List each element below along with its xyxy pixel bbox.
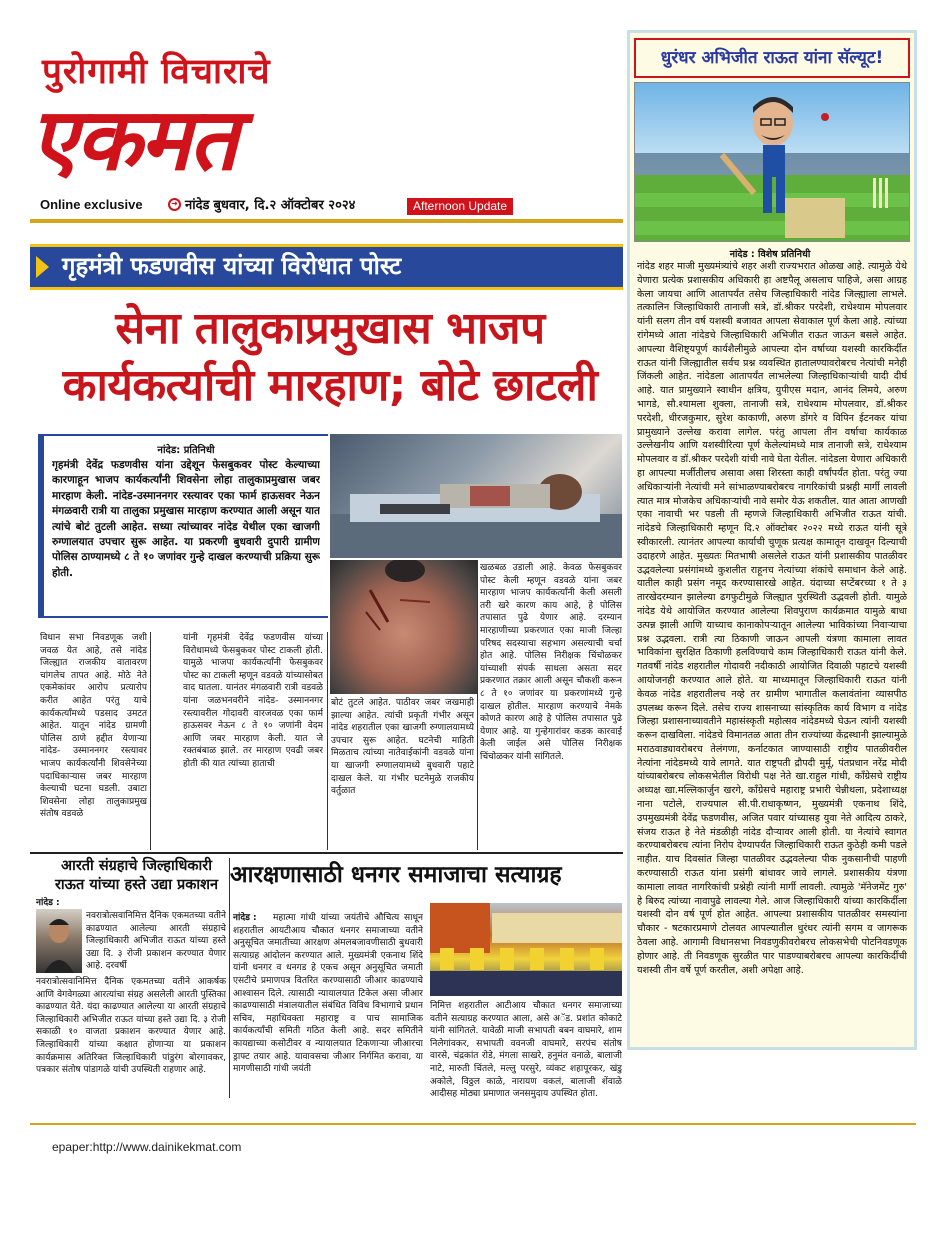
lead-byline: नांदेड: प्रतिनिधी <box>157 445 215 456</box>
main-column-1: विधान सभा निवडणूक जशी जवळ येत आहे, तसे नांदेड जिल्ह्यात राजकीय वातावरण चांगलेच तापत आहे. मोठे नेते एकमेकांवर आरोप प्रत्यारोप करीत आहेत परंतु याचे कार्यकर्त्यांमध्ये पडसाद उमटत आहेत. यातून नांदेड ग्रामणी पोलिस ठाणे हद्दीत येणाऱ्या नांदेड- उस्माननगर रस्त्यावर भाजप कार्यकर्त्यांनी शिवसेनेच्या पदाधिकाऱ्यास जबर मारहाण केल्याची घटना घडली. उबाटा शिवसेना लोहा तालुकाप्रमुख संतोष वडवळे <box>40 633 147 820</box>
lead-box <box>38 434 328 618</box>
aarti-byline: नांदेड : <box>36 898 60 908</box>
main-column-2: यांनी गृहमंत्री देवेंद्र फडणवीस यांच्या विरोधामध्ये फेसबुकवर पोस्ट टाकली होती. यामुळे भाजपा कार्यकर्त्यांनी फेसबुकवर पोस्ट का टाकली म्हणून वडवळे यांच्यासोबत वाद घातला. यानंतर मंगळवारी रात्री वडवळे यांना जळभनवरीने नांदेड- उस्माननगर रस्त्यावरील गोदावरी वारजवळ एका फार्म हाऊसवर नेऊन ८ ते १० जणांनी वेदम आणि जबर मारहाण केली. यात जे रक्तबंबाळ झाले. तर मारहाण एवढी जबर होती की यात त्यांच्या हाताची <box>183 633 323 769</box>
dhangar-headline: आरक्षणासाठी धनगर समाजाचा सत्याग्रह <box>230 862 562 888</box>
kicker-text: गृहमंत्री फडणवीस यांच्या विरोधात पोस्ट <box>62 252 402 280</box>
feature-byline: नांदेड : विशेष प्रतिनिधी <box>729 249 811 260</box>
footer-rule <box>30 1123 916 1125</box>
online-exclusive-label: Online exclusive <box>40 197 143 212</box>
dhangar-byline: नांदेड : <box>233 913 257 923</box>
column-divider <box>477 560 478 850</box>
masthead-rule <box>30 219 623 223</box>
headline-line-2: कार्यकर्त्याची मारहाण; बोटे छाटली <box>62 360 598 411</box>
cricket-cartoon-image <box>635 83 910 242</box>
aarti-text-top: नवरात्रोत्सवानिमित्त दैनिक एकमतच्या वतीने काढण्यात आलेल्या आरती संग्रहाचे जिल्हाधिकारी अभिजीत राऊत यांच्या हस्ते उद्या दि. ३ रोजी प्रकाशन करण्यात येणार आहे. दरवर्षी <box>86 911 226 972</box>
column-divider <box>150 632 151 850</box>
triangle-bullet-icon <box>36 256 49 278</box>
injury-back-photo <box>330 560 477 694</box>
cartoon-illustration <box>634 82 910 242</box>
dhangar-column-2: निमित्त शहरातील आटीआय चौकात धनगर समाजाच्या वतीने सत्याग्रह करण्यात आला, असे अॅड. प्रशांत कोकाटे यांनी सांगितले. यावेळी माजी सभापती बबन वाघमारे, शाम निलेगांवकर, सभापती ववनजी वाघमारे, सरपंच संतोष वारसे, चंद्रकांत रोडे, मंगला साखरे, हनुमंत वनाळे, बालाजी नाटे, मारुती चिंतले, मल्लु परसुरे, व्यंकट शहापूरकर, खंडु अकोले, विठ्ठल काळे, नारायण वकलं, बालाजी शेंवाळे आदीसह मोठ्या प्रमाणात जनसमुदाय उपस्थित होता. <box>430 1001 622 1100</box>
lead-paragraph: गृहमंत्री देवेंद्र फडणवीस यांना उद्देशून फेसबुकवर पोस्ट केल्याच्या कारणाहून भाजप कार्यकर्त्यांनी शिवसेना लोहा तालुकाप्रमुखास जबर मारहाण केली. नांदेड-उस्माननगर रस्त्यावर एका फार्म हाऊसवर नेऊन मंगळवारी रात्री या तालुका प्रमुखास मारहाण करण्यात आली असून यात त्यांचे बोटं तुटली आहेत. सध्या त्यांच्यावर नांदेड येथील एका खाजगी रुग्णालयात उपचार सुरू आहेत. या प्रकरणी बुधवारी दुपारी ग्रामीण पोलिस ठाण्यामध्ये ८ ते १० जणांवर गुन्हे दाखल करण्याची प्रक्रिया सुरू होती. <box>52 459 320 579</box>
aarti-headline <box>30 857 243 895</box>
cartoon-title: धुरंधर अभिजीत राऊत यांना सॅल्यूट! <box>634 38 910 78</box>
epaper-link[interactable]: epaper:http://www.dainikekmat.com <box>52 1140 242 1154</box>
feature-body: नांदेड शहर माजी मुख्यमंत्र्यांचे शहर अशी राज्यभरात ओळख आहे. त्यामुळे येथे येणारा प्रत्येक प्रशासकीय अधिकारी हा अष्टपैलू असलाच पाहिजे, असा आग्रह केला जायचा आणि आतापर्यंत तसेच जिल्हाधिकारी नांदेड जिल्ह्याला लाभले. तत्कालिन जिल्हाधिकारी तानाजी सत्रे, डॉ.श्रीकर परदेशी, राधेश्याम मोपलवार यांनी सलग तीन वर्ष यशस्वी बजावत आपला सेवाकाल पूर्ण केला आहे. त्यांच्या रांगेमध्ये आता नांदेडचे जिल्हाधिकारी अभिजीत राऊत जाऊन बसले आहेत. आपल्या वैशिष्ट्यपूर्ण कार्यशैलीमुळे आपल्या दोन वर्षाच्या यशस्वी कारकिर्दीत राऊत यांनी जिल्ह्यातील सर्वच प्रश्न व्यवस्थित हातालण्यावरोबरच नेत्यांची मनेही जिंकली आहेत. नांदेडला आतापर्यंत लाभलेल्या जिल्हाधिकाऱ्यांची यादी दीर्घ आहे. यात प्रामुख्याने स्वाधीन क्षत्रिय, युपीएस मदान, आनंद लिमये, अरुण भागडे, सौ.श्यामला शुक्ला, तानाजी सत्रे, राधेश्याम मोपलवार, डॉ.श्रीकर परदेशी, धीरजकुमार, सुरेश काकाणी, अरुण डोंगरे व विपिन ईटनकर यांचा प्रामुख्याने उल्लेख करावा लागेल. परंतु आपला तीन वर्षाचा कार्यकाळ उल्लेखनीय आणि यशस्वीरित्या पूर्ण केलेल्यांमध्ये मात्र तानाजी सत्रे, राधेश्याम मोपलवार व डॉ.श्रीकर परदेशी यांची नावे घेता येतील. नांदेडला येणारा अधिकारी हा आपल्या मर्जीतीलच असावा असा शिरस्ता काही वर्षांपर्यंत होता. परंतु ज्या अधिकाऱ्यांनी नेत्यांची मने सांभाळण्याबरोबरच नागरिकांची प्रश्नही मार्गी लावली त्यात मात्र मोजकेच अधिकाऱ्यांची नावे समोर येऊ शकतील. यात आता आणखी एका नावाची भर पडली ती म्हणजे जिल्हाधिकारी अभिजीत राऊत यांची. नांदेडचे जिल्हाधिकारी म्हणून दि.२ ऑक्टोबर २०२२ मध्ये राऊत यांनी सूत्रे स्वीकारली. त्यानंतर आपल्या कार्याची चुणूक प्रत्यक्ष कामातून दाखवून दिल्याची उदाहरणे आहेत. मुख्यतः मितभाषी असलेले राऊत यांनी प्रशासकीय पातळीवर उद्भवलेल्या प्रसंगांमध्ये कुशलीत राहूनच नेत्यांच्या शंकांचे समाधान केले आहे. यातील काही प्रसंग नमूद करण्यासारखे आहेत. यंदाच्या सप्टेंबरच्या १ ते ३ तारखेदरम्यान झालेल्या ढगफुटीमुळे जिल्ह्यात पुरस्थिती उद्भवली होती. यामुळे नांदेड येथे आयोजित करण्यात आलेल्या शिवपुराण कार्यक्रमात यामुळे बाधा उत्पन्न झाली आणि याच्याच कानाकोपऱ्यातून आलेल्या भाविकांच्या निवाऱ्याचा प्रश्न उद्भवला. रात्री त्या ठिकाणी जाऊन आपली यंत्रणा कामाला लावत भाविकांना सुरक्षित ठिकाणी हलविण्याचे काम जिल्हाधिकारी राऊत यांनी केले. गतवर्षी नांदेड शहरातील गोदावरी नदीकाठी आयोजित दिवाळी पहाटचे यशस्वी आयोजनही करण्यात आले होते. या माध्यमातून जिल्हाधिकारी राऊत यांनी केवळ नांदेड शहरातीलच नव्हे तर ग्रामीण भागातील कलावंतांना व्यासपीठ उपलब्ध करून दिले. तसेच राज्य शासनाच्या सांस्कृतिक कार्य विभाग व नांदेड जिल्हा प्रशासनाच्यावतीने महासंस्कृती महोत्सव नांदेडमध्ये घेऊन त्यांनी यशस्वी करून दाखविला. नांदेडचे विमानतळ आता तीन राज्यांच्या केंद्रस्थानी झाल्यामुळे मराठवाड्यावरोबरच तेलंगणा, कर्नाटकात जाण्यासाठी राष्ट्रीय पातळीवरील नेत्यांना नांदेडमध्ये यावे लागते. यात राष्ट्रपती द्रौपदी मुर्मू, पंतप्रधान नरेंद्र मोदी यांच्याबरोबरच लोकसभेतील विरोधी पक्ष नेते खा.राहुल गांधी, काँग्रेसचे राष्ट्रीय अध्यक्ष खा.मल्लिकार्जुन खरगे, काँग्रेसचे महाराष्ट्र प्रभारी चेन्नीथला, प्रदेशाध्यक्ष नाना पटोले, राज्यपाल सी.पी.राधाकृष्णन, मुख्यमंत्री एकनाथ शिंदे, उपमुख्यमंत्री देवेंद्र फडणवीस, अजित पवार यांच्यासह युवा नेते आदित्य ठाकरे, संजय राऊत हे नेते मंडळीही नांदेड दौऱ्यावर आली होती. या नेत्यांचे स्वागत करण्याबरोबरच त्यांना निरोप देण्यापर्यंत जिल्हाधिकारी राऊत कुठेही कमी पडले नाहीत. याच दिवसांत जिल्हा पातळीवर उद्भवलेल्या पीक नुकसानीची पाहणी करण्यासाठी राऊत यांना प्रसंगी बांधावर जावे लागले. प्रशासकीय यंत्रणा कामाला लावत नागरिकांची प्रश्नेही त्यांनी मार्गी लावली. त्यामुळे 'मॅनेजमेंट गुरु' हे बिरुद त्यांच्या नावापुढे लावल्या गेले. आज जिल्हाधिकारी यांच्या कारकिर्दीला यशस्वी दोन वर्ष पूर्ण होत आहेत. आपल्या प्रशासकीय पातळीवर समस्यांना चौकार - षटकारप्रमाणे टोलवत आपल्यातील धुरंधर त्यांनी सगम व जागरूक ठेवला आहे. आगामी विधानसभा निवडणुकीवरोबरच लोकसभेची पोटनिवडणूक होणार आहे. ती निवडणूक सुरळीत पार पाडण्याबरोबरच आपल्या कारकिर्दीची यशस्वी तीन वर्षे पूर्ण करतील, अशी अपेक्षा आहे. <box>637 261 907 976</box>
dateline <box>168 195 355 213</box>
dhangar-column-1: महात्मा गांधी यांच्या जयंतीचे औचित्य साधून शहरातील आयटीआय चौकात धनगर समाजाच्या वतीने अनुसूचित जमातीच्या आरक्षण अंमलबजावणीसाठी बुधवारी सत्याग्रह आंदोलन करण्यात आले. मुख्यमंत्री एकनाथ शिंदे यांनी धनगर व धनगड हे एकच असून अनुसूचित जमाती एसटीचे प्रमाणपत्र वितरित करण्यासाठी जीआर काढण्याचे आश्वासन दिले. त्यासाठी न्यायालयात टिकेल असा जीआर काढण्यासाठी मंत्रालयातील संबंधित विविध विभागाचे प्रधान सचिव, महाधिवक्ता महाराष्ट्र व पाच सामाजिक कार्यकर्त्यांची समिती गठित केली आहे. सदर समितीने कायद्याच्या कसोटीवर व न्यायालयात टिकणाऱ्या जीआरचा ड्राफ्ट तयार आहे. यावावसचा जीआर निर्गमित करावा, या मागणीसाठी गांधी जयंती <box>233 913 423 1075</box>
section-divider <box>30 852 623 854</box>
protest-photo <box>430 903 622 996</box>
aarti-headline-line-2: राऊत यांच्या हस्ते उद्या प्रकाशन <box>54 877 219 893</box>
edition-badge: Afternoon Update <box>407 198 513 215</box>
main-column-3: बोटं तुटले आहेत. पाठीवर जबर जखमाही झाल्या आहेत. त्यांची प्रकृती गंभीर असून नांदेड शहरातील एका खाजगी रुग्णालयामध्ये उपचार सुरू आहेत. घटनेची माहिती मिळताच त्यांच्या नातेवाईकांनी वडवळे यांना या खाजगी रुग्णालयामध्ये बुधवारी पहाटे दाखल केले. या गंभीर घटनेमुळे राजकीय वर्तुळात <box>331 698 474 797</box>
main-headline <box>30 300 630 414</box>
aarti-text-bottom: नवरात्रोत्सवानिमित्त दैनिक एकमतच्या वतीने आकर्षक आणि वेगवेगळ्या आरत्यांचा संग्रह असलेली आरती पुस्तिका काढण्यात येते. यंदा काढण्यात आलेल्या या आरती संग्रहाचे जिल्हाधिकारी अभिजीत राऊत यांच्या हस्ते उद्या दि. ३ रोजी सकाळी १० वाजता प्रकाशन करण्यात येणार आहे. जिल्हाधिकारी यांच्या कक्षात होणाऱ्या या प्रकाशन कार्यक्रमास अतिरिक्त जिल्हाधिकारी पांडुरंग बोरगावकर, पत्रकार संतोष पांडागळे यांची उपस्थिती राहणार आहे. <box>36 977 226 1076</box>
masthead-logo: एकमत <box>30 90 237 190</box>
arrow-right-icon: ➜ <box>168 198 181 211</box>
hospital-photo <box>330 434 622 558</box>
headline-line-1: सेना तालुकाप्रमुखास भाजप <box>115 303 545 354</box>
main-column-4: खळबळ उडाली आहे. केवळ फेसबुकवर पोस्ट केली म्हणून वडवळे यांना जबर मारहाण भाजप कार्यकर्त्यांनी केली असली तरी खरे कारण काय आहे, हे पोलिस तपासात पुढे येणार आहे. दरम्यान मारहाणीच्या प्रकरणात एका माजी जिल्हा परिषद सदस्याचा सहभाग असल्याची चर्चा होत आहे. पोलिस निरीक्षक चिंचोळकर यांच्याशी संपर्क साधला असता सदर प्रकरणात तक्रार आली असून चौकशी करून ८ ते १० जणांवर या प्रकरणांमध्ये गुन्हे दाखल होतील. मारहाण करण्याचे नेमके कोणते कारण आहे हे पोलिस तपासात पुढे येणार आहे. या गुन्हेगारांवर कडक कारवाई केली जाईल असे पोलिस निरीक्षक चिंचोळकर यांनी सांगितले. <box>480 563 622 762</box>
column-divider <box>327 632 328 850</box>
collector-portrait <box>36 909 82 973</box>
aarti-headline-line-1: आरती संग्रहाचे जिल्हाधिकारी <box>61 858 212 874</box>
dateline-location: नांदेड <box>185 198 210 213</box>
masthead-tagline: पुरोगामी विचाराचे <box>42 52 271 92</box>
column-divider <box>229 858 230 1098</box>
dateline-date: बुधवार, दि.२ ऑक्टोबर २०२४ <box>213 198 356 213</box>
